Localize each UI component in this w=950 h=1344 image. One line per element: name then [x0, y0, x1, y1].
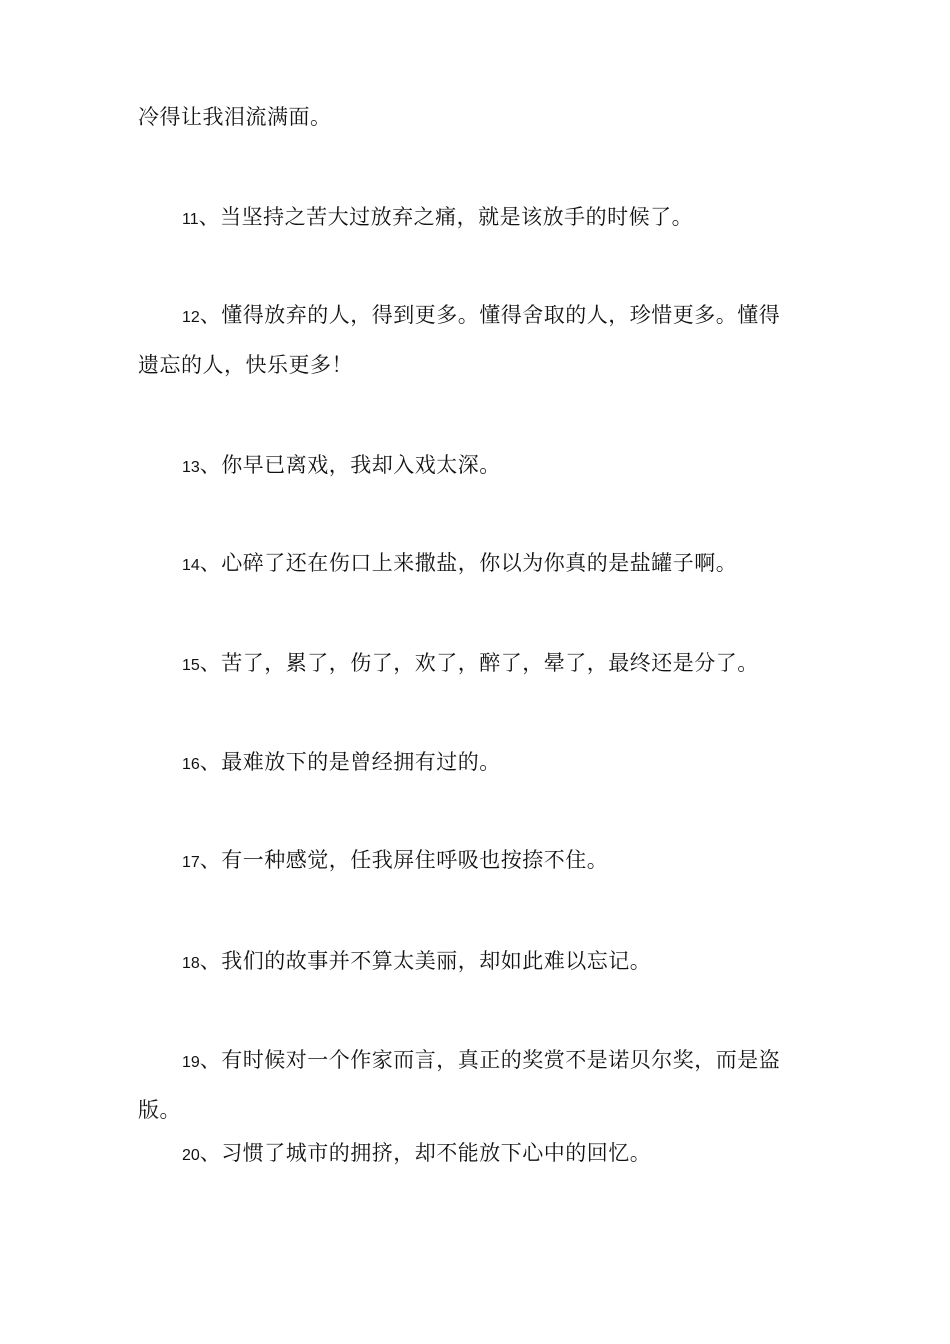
paragraph-text: 、你早已离戏，我却入戏太深。	[199, 453, 501, 477]
paragraph-17	[182, 845, 862, 878]
paragraph-text: 冷得让我泪流满面。	[138, 105, 332, 129]
paragraph-text: 遗忘的人，快乐更多！	[138, 353, 353, 377]
paragraph-text: 、当坚持之苦大过放弃之痛，就是该放手的时候了。	[198, 205, 694, 229]
paragraph-15	[182, 648, 862, 681]
paragraph-20	[182, 1138, 862, 1171]
paragraph-16	[182, 747, 862, 780]
paragraph-continuation	[138, 102, 818, 132]
paragraph-text: 、心碎了还在伤口上来撒盐，你以为你真的是盐罐子啊。	[199, 551, 738, 575]
paragraph-text: 、我们的故事并不算太美丽，却如此难以忘记。	[199, 949, 652, 973]
item-number: 11	[182, 211, 199, 228]
paragraph-18	[182, 946, 862, 979]
item-number: 18	[182, 955, 200, 972]
paragraph-text: 、有时候对一个作家而言，真正的奖赏不是诺贝尔奖，而是盗	[199, 1048, 781, 1072]
item-number: 17	[182, 854, 200, 871]
paragraph-text: 、有一种感觉，任我屏住呼吸也按捺不住。	[199, 848, 609, 872]
paragraph-text: 版。	[138, 1098, 181, 1122]
paragraph-11	[182, 202, 862, 235]
paragraph-12	[182, 300, 862, 333]
paragraph-13	[182, 450, 862, 483]
paragraph-12-wrap	[138, 350, 818, 380]
paragraph-text: 、懂得放弃的人，得到更多。懂得舍取的人，珍惜更多。懂得	[199, 303, 781, 327]
item-number: 19	[182, 1054, 200, 1071]
paragraph-text: 、习惯了城市的拥挤，却不能放下心中的回忆。	[199, 1141, 652, 1165]
item-number: 12	[182, 309, 200, 326]
item-number: 14	[182, 557, 200, 574]
paragraph-19-wrap	[138, 1095, 818, 1125]
paragraph-19	[182, 1045, 862, 1078]
item-number: 13	[182, 459, 200, 476]
item-number: 16	[182, 756, 200, 773]
paragraph-text: 、苦了，累了，伤了，欢了，醉了，晕了，最终还是分了。	[199, 651, 759, 675]
item-number: 15	[182, 657, 200, 674]
paragraph-14	[182, 548, 862, 581]
item-number: 20	[182, 1147, 200, 1164]
paragraph-text: 、最难放下的是曾经拥有过的。	[199, 750, 501, 774]
